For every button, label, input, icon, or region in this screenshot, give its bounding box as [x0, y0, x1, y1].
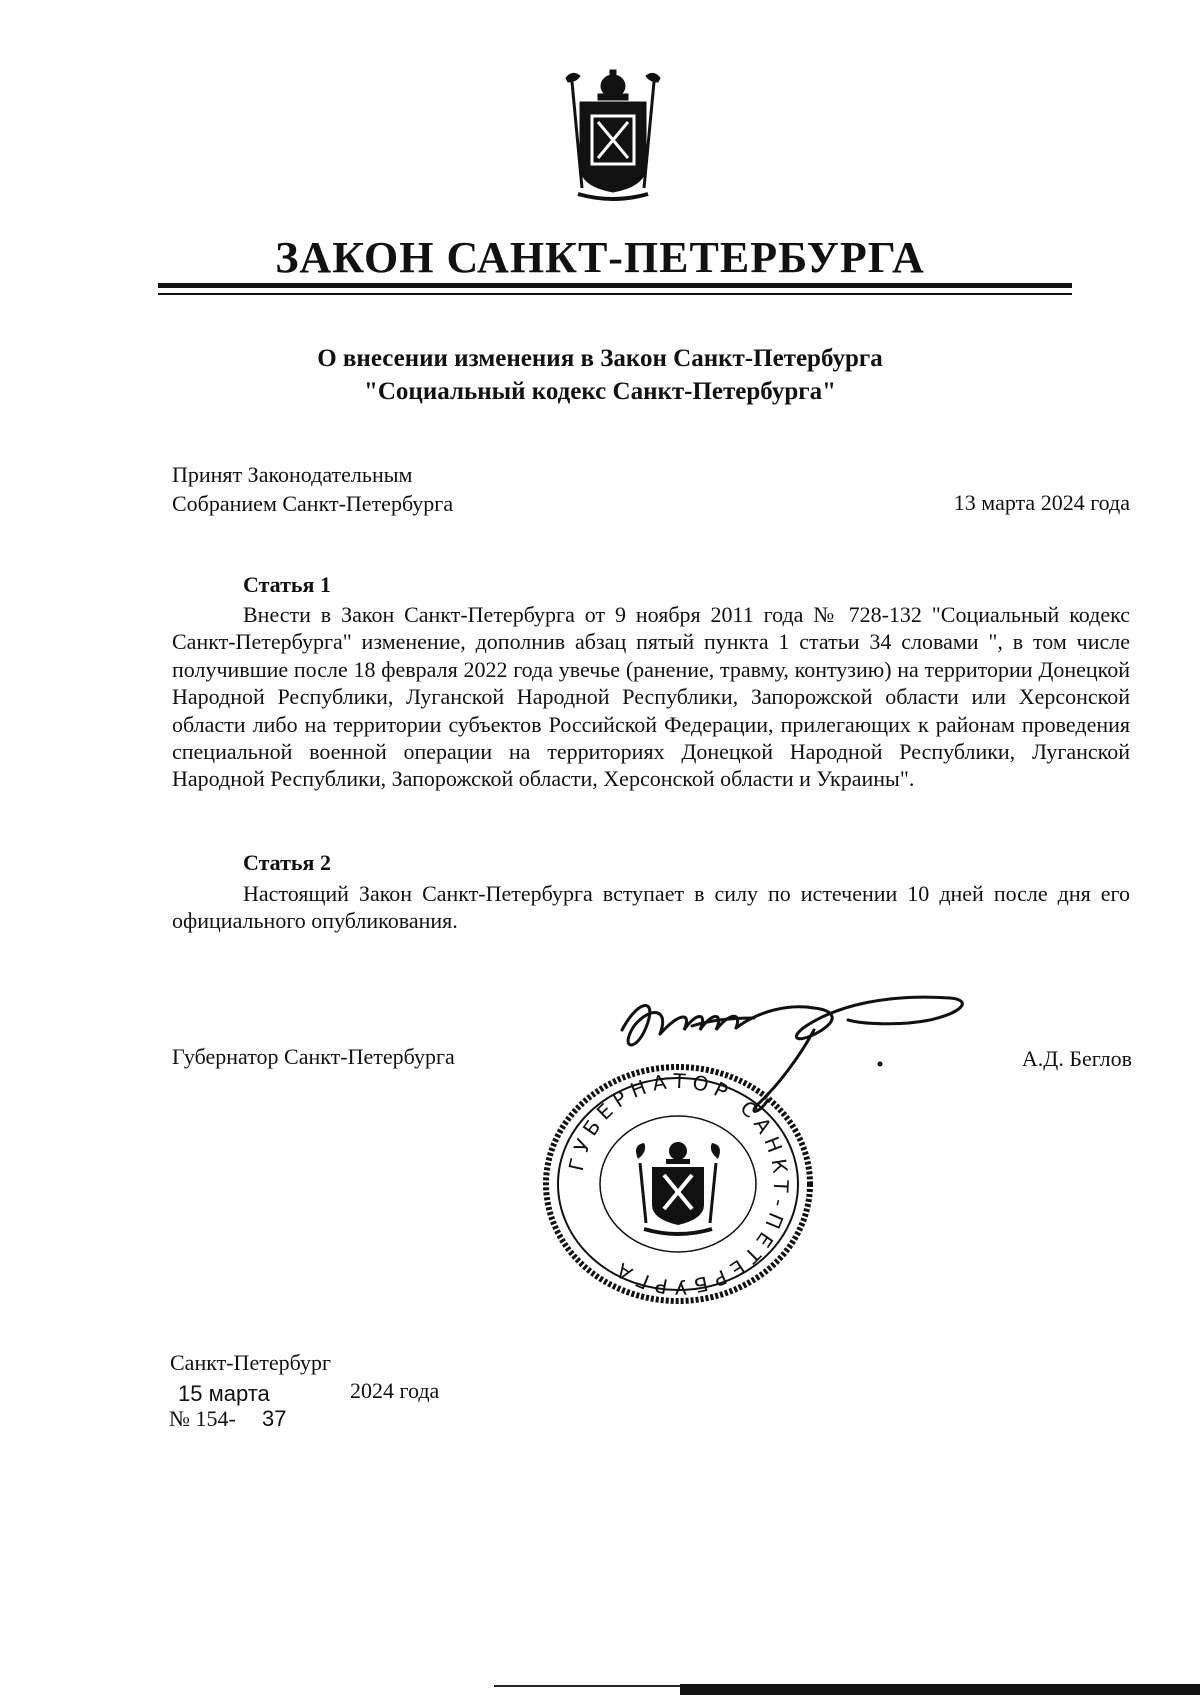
svg-text:ГУБЕРНАТОР САНКТ-ПЕТЕРБУРГА: ГУБЕРНАТОР САНКТ-ПЕТЕРБУРГА [563, 1068, 794, 1300]
law-subject-line2: "Социальный кодекс Санкт-Петербурга" [364, 378, 836, 405]
adoption-line2: Собранием Санкт-Петербурга [172, 491, 454, 516]
article1-text [172, 601, 1130, 793]
page-edge-bar [680, 1684, 1200, 1695]
law-number-prefix: № 154- [169, 1406, 236, 1431]
governor-title: Губернатор Санкт-Петербурга [172, 1044, 455, 1069]
city-label: Санкт-Петербург [170, 1350, 331, 1375]
article2-title: Статья 2 [243, 850, 331, 875]
document-title: ЗАКОН САНКТ-ПЕТЕРБУРГА [275, 233, 925, 282]
adoption-block [172, 460, 453, 518]
title-rule-thick [158, 283, 1072, 288]
signing-day-month: 15 марта [178, 1381, 270, 1406]
title-rule-thin [158, 293, 1072, 295]
law-number-suffix: 37 [262, 1406, 287, 1431]
governor-name: А.Д. Беглов [1021, 1046, 1132, 1071]
law-subject-line1: О внесении изменения в Закон Санкт-Петербурга [317, 345, 883, 372]
handwritten-signature-icon [600, 990, 970, 1120]
adoption-line1: Принят Законодательным [172, 462, 413, 487]
page-edge-line [494, 1685, 680, 1687]
article1-body: Внести в Закон Санкт-Петербурга от 9 ноября 2011 года № 728-132 "Социальный кодекс Санкт-Петербурга" изменение, дополнив абзац пятый пункта 1 статьи 34 словами ", в том числе получившие после 18 февраля 2022 года увечье (ранение, травму, контузию) на территории Донецкой Народной Республики, Луганской Народной Республики, Запорожской области или Херсонской области либо на территории субъектов Российской Федерации, прилегающих к районам проведения специальной военной операции на территориях Донецкой Народной Республики, Луганской Народной Республики, Запорожской области, Херсонской области и Украины". [172, 602, 1130, 792]
article1-title: Статья 1 [243, 572, 331, 597]
article2-body: Настоящий Закон Санкт-Петербурга вступает в силу по истечении 10 дней после дня его официального опубликования. [172, 881, 1130, 934]
adoption-date: 13 марта 2024 года [953, 490, 1130, 515]
spb-coat-of-arms-icon [558, 68, 668, 204]
signing-year: 2024 года [350, 1378, 440, 1403]
article2-text [172, 880, 1130, 935]
law-subject [0, 342, 1200, 408]
